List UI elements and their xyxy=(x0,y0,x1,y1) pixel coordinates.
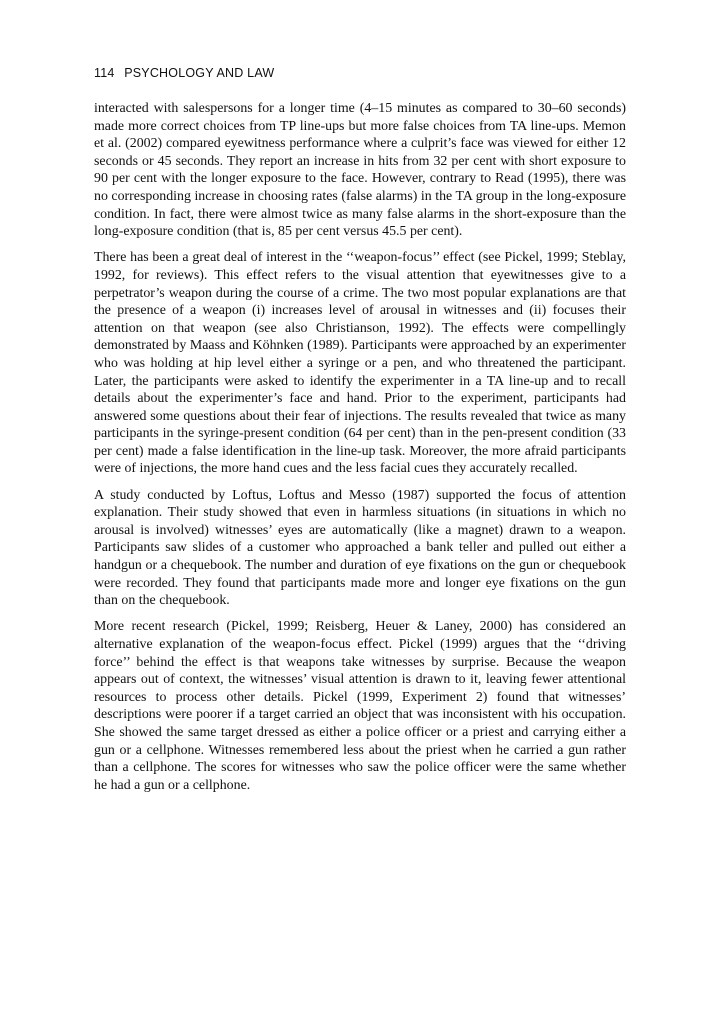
body-text xyxy=(94,100,626,803)
paragraph-weapon-focus-intro: There has been a great deal of interest in the ‘‘weapon-focus’’ effect (see Pickel, 1999; Steblay, 1992, for reviews). This effect refers to the visual attention that eyewitnesses give to a perpetrator’s weapon during the course of a crime. The two most popular explanations are that the presence of a weapon (i) increases level of arousal in witnesses and (ii) focuses their attention on that weapon (see also Christianson, 1992). The effects were compellingly demonstrated by Maass and Köhnken (1989). Participants were approached by an experimenter who was holding at hip level either a syringe or a pen, and who threatened the participant. Later, the participants were asked to identify the experimenter in a TA line-up and to recall details about the experimenter’s face and hand. Prior to the experiment, participants had answered some questions about their fear of injections. The results revealed that twice as many participants in the syringe-present condition (64 per cent) than in the pen-present condition (33 per cent) made a false identification in the line-up task. Moreover, the more afraid participants were of injections, the more hand cues and the less facial cues they accurately recalled. xyxy=(94,250,626,477)
page-number: 114 xyxy=(94,66,115,80)
paragraph-loftus-study: A study conducted by Loftus, Loftus and Messo (1987) supported the focus of attention explanation. Their study showed that even in harmless situations (in situations in which no arousal is involved) witnesses’ eyes are automatically (like a magnet) drawn to a weapon. Participants saw slides of a customer who approached a bank teller and pulled out either a handgun or a chequebook. The number and duration of eye fixations on the gun or chequebook were recorded. They found that participants made more and longer eye fixations on the gun than on the chequebook. xyxy=(94,487,626,609)
running-header xyxy=(94,66,274,80)
paragraph-pickel-research: More recent research (Pickel, 1999; Reisberg, Heuer & Laney, 2000) has considered an alternative explanation of the weapon-focus effect. Pickel (1999) argues that the ‘‘driving force’’ behind the effect is that weapons take witnesses by surprise. Because the weapon appears out of context, the witnesses’ visual attention is drawn to it, leaving fewer attentional resources to process other details. Pickel (1999, Experiment 2) found that witnesses’ descriptions were poorer if a target carried an object that was inconsistent with his occupation. She showed the same target dressed as either a police officer or a priest and carrying either a gun or a cellphone. Witnesses remembered less about the priest when he carried a gun rather than a cellphone. The scores for witnesses who saw the police officer were the same whether he had a gun or a cellphone. xyxy=(94,619,626,793)
paragraph-exposure-duration: interacted with salespersons for a longer time (4–15 minutes as compared to 30–60 seconds) made more correct choices from TP line-ups but more false choices from TA line-ups. Memon et al. (2002) compared eyewitness performance where a culprit’s face was viewed for either 12 seconds or 45 seconds. They report an increase in hits from 32 per cent with short exposure to 90 per cent with the longer exposure to the face. However, contrary to Read (1995), there was no corresponding increase in choosing rates (false alarms) in the TA group in the long-exposure condition. In fact, there were almost twice as many false alarms in the short-exposure than the long-exposure condition (that is, 85 per cent versus 45.5 per cent). xyxy=(94,101,626,240)
running-title: PSYCHOLOGY AND LAW xyxy=(124,66,275,80)
